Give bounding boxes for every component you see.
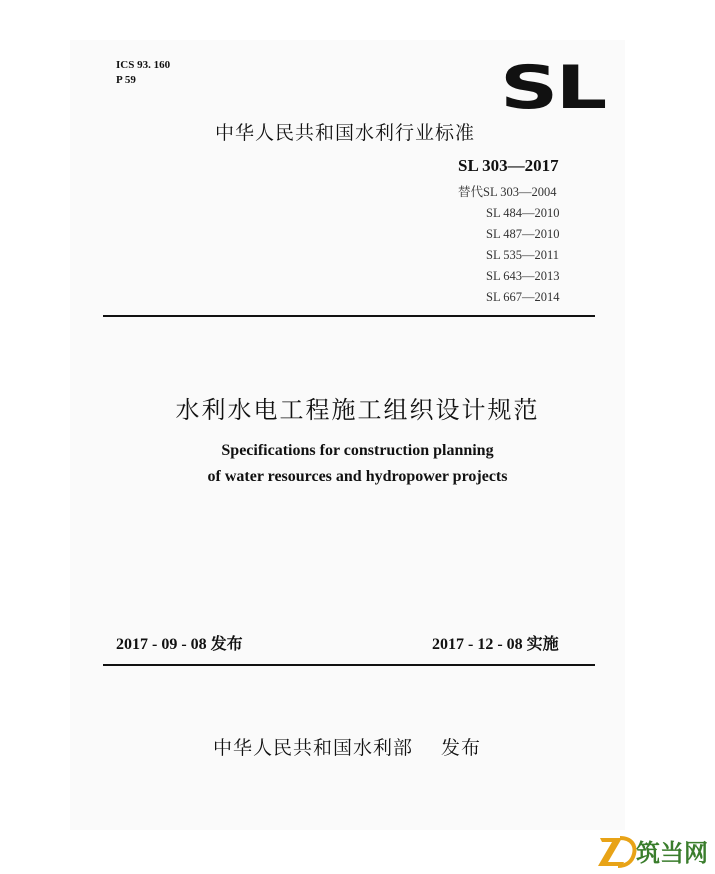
replaced-standard: SL 487—2010 [486, 227, 560, 241]
standard-category: 中华人民共和国水利行业标准 [215, 122, 476, 144]
replaced-standard: SL 484—2010 [486, 206, 560, 220]
publisher [213, 733, 509, 760]
standard-code: SL 303—2017 [458, 156, 559, 175]
ics-code: ICS 93. 160 [116, 59, 171, 71]
bottom-divider [103, 664, 595, 666]
replaced-standard: SL 535—2011 [486, 248, 560, 262]
classification-codes [116, 58, 170, 88]
document-title-cn: 水利水电工程施工组织设计规范 [175, 396, 540, 424]
ccs-code: P 59 [116, 74, 136, 86]
document-title-en [0, 438, 715, 490]
replaced-standard: SL 643—2013 [486, 269, 560, 283]
title-en-line2: of water resources and hydropower projects [207, 468, 508, 485]
publisher-name: 中华人民共和国水利部 [213, 737, 414, 759]
watermark-logo-icon [596, 832, 714, 870]
site-watermark [596, 832, 714, 870]
replaced-standard: SL 667—2014 [486, 290, 560, 304]
publisher-action: 发布 [441, 737, 482, 759]
sl-logo: SL [500, 53, 605, 123]
issue-date: 2017 - 09 - 08 发布 [116, 636, 243, 653]
replaced-standards-list [458, 182, 560, 308]
title-en-line1: Specifications for construction planning [221, 442, 494, 459]
watermark-text: 筑当网 [636, 839, 708, 867]
top-divider [103, 315, 595, 317]
replaced-standard: 替代SL 303—2004 [458, 185, 557, 199]
effective-date: 2017 - 12 - 08 实施 [432, 636, 559, 653]
